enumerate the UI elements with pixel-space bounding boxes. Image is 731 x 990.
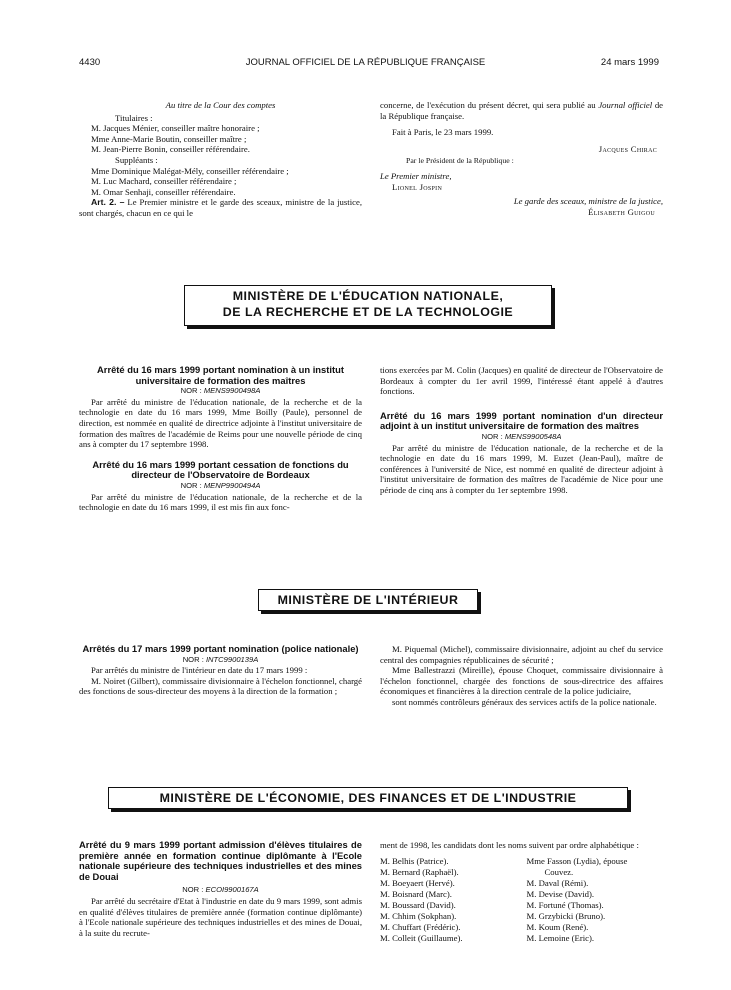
garde-name: Élisabeth Guigou [588, 206, 655, 217]
signatory-chirac: Jacques Chirac [598, 143, 657, 154]
candidates-column-2 [517, 856, 664, 944]
article-2 [79, 197, 362, 218]
candidate: M. Chuffart (Frédéric). [380, 921, 461, 932]
economie-right-column [380, 840, 663, 944]
suppleant-3: M. Omar Senhaji, conseiller référendaire. [91, 186, 236, 197]
candidate: Mme Fasson (Lydia), épouse Couvez. [526, 855, 628, 877]
education-right-column [380, 365, 663, 496]
ministry-economie-box: MINISTÈRE DE L'ÉCONOMIE, DES FINANCES ET DE L'INDUSTRIE [108, 787, 628, 809]
candidates-column-1 [380, 856, 517, 944]
arrete-2-nor [79, 481, 362, 492]
section-cour-des-comptes: Au titre de la Cour des comptes [165, 100, 276, 110]
arrete-3-nor [380, 432, 663, 443]
candidate: M. Grzybicki (Bruno). [526, 910, 606, 921]
continuation-end: de la République française. [380, 100, 664, 121]
suppleant-2: M. Luc Machard, conseiller référendaire ; [91, 176, 237, 187]
interieur-nor-code: INTC9900139A [205, 654, 259, 664]
titulaire-1: M. Jacques Ménier, conseiller maître honoraire ; [91, 123, 260, 134]
arrete-1-nor-code: MENS9900498A [203, 386, 261, 396]
economie-text: Par arrêté du secrétaire d'Etat à l'industrie en date du 9 mars 1999, sont admis en qualité d'élèves titulaires de première année (formation continue diplômante) à l'Ecole nationale supérieure des techniques industrielles et des mines de Douai, à la suite du recrute- [79, 895, 362, 938]
article-2-text: Le Premier ministre et le garde des sceaux, ministre de la justice, sont chargés, chacun en ce qui le [79, 197, 362, 218]
pm-title: Le Premier ministre, [380, 170, 452, 181]
pm-name: Lionel Jospin [392, 181, 443, 192]
ministry-education-line1: MINISTÈRE DE L'ÉDUCATION NATIONALE, [232, 289, 504, 303]
economie-left-column [79, 840, 362, 938]
economie-nor-code: ECOI9900167A [205, 885, 259, 895]
nor-label: NOR : [180, 480, 202, 490]
candidate: M. Fortuné (Thomas). [526, 899, 604, 910]
interieur-p2: M. Piquemal (Michel), commissaire divisionnaire, adjoint au chef du service central des compagnies républicaines de sécurité ; [380, 644, 663, 665]
arrete-1-text: Par arrêté du ministre de l'éducation nationale, de la recherche et de la technologie en date du 16 mars 1999, Mme Boilly (Paule), personnel de direction, est nommée en qualité de directrice adjointe à l'institut universitaire de formation des maîtres de l'académie de Reims pour une nouvelle période de cinq ans à compter du 17 septembre 1998. [79, 396, 362, 450]
nor-label: NOR : [182, 885, 204, 895]
par-le-president: Par le Président de la République : [406, 156, 514, 166]
arrete-1-title: Arrêté du 16 mars 1999 portant nomination à un institut universitaire de formation des maîtres [97, 364, 344, 386]
top-left-column [79, 100, 362, 219]
arrete-3-title: Arrêté du 16 mars 1999 portant nomination d'un directeur adjoint à un institut universitaire de formation des maîtres [380, 409, 663, 432]
arrete-2-title: Arrêté du 16 mars 1999 portant cessation de fonctions du directeur de l'Observatoire de Bordeaux [92, 458, 349, 481]
economie-text-continuation: ment de 1998, les candidats dont les noms suivent par ordre alphabétique : [380, 840, 639, 850]
issue-date: 24 mars 1999 [600, 57, 659, 68]
arrete-1-nor [79, 386, 362, 397]
interieur-p4: sont nommés contrôleurs généraux des services actifs de la police nationale. [392, 696, 657, 707]
candidate: M. Devise (David). [526, 888, 595, 899]
candidate: M. Boeyaert (Hervé). [380, 877, 455, 888]
top-right-column [380, 100, 663, 217]
done-at: Fait à Paris, le 23 mars 1999. [392, 127, 494, 138]
economie-title: Arrêté du 9 mars 1999 portant admission d'élèves titulaires de première année en formation continue diplômante à l'Ecole nationale supérieure des techniques industrielles et des mines de Douai [79, 839, 362, 882]
candidate: M. Boussard (David). [380, 899, 456, 910]
candidate: M. Lemoine (Eric). [526, 932, 595, 943]
decree-continuation [380, 100, 663, 121]
ministry-education-box [184, 285, 552, 326]
ministry-education-line2: DE LA RECHERCHE ET DE LA TECHNOLOGIE [222, 304, 514, 319]
arrete-3-text: Par arrêté du ministre de l'éducation nationale, de la recherche et de la technologie en date du 16 mars 1999, M. Euzet (Jean-Paul), maître de conférences à l'université de Nice, est nommé en qualité de directeur adjoint à l'institut universitaire de formation des maîtres de l'académie de Nice pour une période de cinq ans à compter du 1er septembre 1998. [380, 442, 663, 495]
arrete-3-nor-code: MENS9900548A [504, 431, 562, 441]
page-number: 4430 [79, 57, 101, 68]
interieur-p3: Mme Ballestrazzi (Mireille), épouse Choquet, commissaire divisionnaire à l'échelon fonctionnel, chargée des fonctions de sous-directrice des affaires économiques et financières à la direction centrale de la police judiciaire, [380, 665, 663, 697]
journal-title: JOURNAL OFFICIEL DE LA RÉPUBLIQUE FRANÇAISE [245, 57, 486, 68]
candidate: M. Daval (Rémi). [526, 877, 589, 888]
economie-nor [79, 885, 362, 896]
ministry-interieur-box: MINISTÈRE DE L'INTÉRIEUR [258, 589, 478, 611]
journal-officiel-italic: Journal officiel [598, 100, 653, 110]
nor-label: NOR : [180, 386, 202, 396]
continuation-text: concerne, de l'exécution du présent décret, qui sera publié au [380, 100, 596, 110]
candidate: M. Chhim (Sokphan). [380, 910, 457, 921]
suppleants-label: Suppléants : [115, 154, 158, 165]
arrete-2-text-part1: Par arrêté du ministre de l'éducation nationale, de la recherche et de la technologie en date du 16 mars 1999, il est mis fin aux fonc- [79, 491, 362, 513]
article-2-label: Art. 2. – [91, 197, 125, 208]
candidates-list [380, 856, 663, 944]
candidate: M. Bernard (Raphaël). [380, 866, 459, 877]
interieur-intro: Par arrêtés du ministre de l'intérieur en date du 17 mars 1999 : [91, 665, 308, 676]
arrete-2-nor-code: MENP9900494A [203, 480, 261, 490]
interieur-right-column [380, 644, 663, 708]
arrete-2-text-part2: tions exercées par M. Colin (Jacques) en qualité de directeur de l'Observatoire de Bordeaux à compter du 1er avril 1999, l'intéressé étant appelé à d'autres fonctions. [380, 365, 663, 397]
nor-label: NOR : [182, 654, 204, 664]
candidate: M. Koum (René). [526, 921, 589, 932]
titulaires-label: Titulaires : [115, 112, 153, 123]
titulaire-3: M. Jean-Pierre Bonin, conseiller référendaire. [91, 144, 250, 155]
candidate: M. Colleit (Guillaume). [380, 932, 463, 943]
garde-title: Le garde des sceaux, ministre de la justice, [513, 196, 663, 207]
suppleant-1: Mme Dominique Malégat-Mély, conseiller référendaire ; [91, 165, 289, 176]
interieur-left-column [79, 644, 362, 697]
interieur-title: Arrêtés du 17 mars 1999 portant nomination (police nationale) [82, 643, 359, 654]
education-left-column [79, 365, 362, 513]
candidate: M. Belhis (Patrice). [380, 855, 449, 866]
interieur-p1: M. Noiret (Gilbert), commissaire divisionnaire à l'échelon fonctionnel, chargé des fonctions de sous-directeur des moyens à la direction de la formation ; [79, 675, 362, 697]
candidate: M. Boisnard (Marc). [380, 888, 452, 899]
titulaire-2: Mme Anne-Marie Boutin, conseiller maître ; [91, 133, 247, 144]
nor-label: NOR : [481, 431, 503, 441]
interieur-nor [79, 655, 362, 666]
